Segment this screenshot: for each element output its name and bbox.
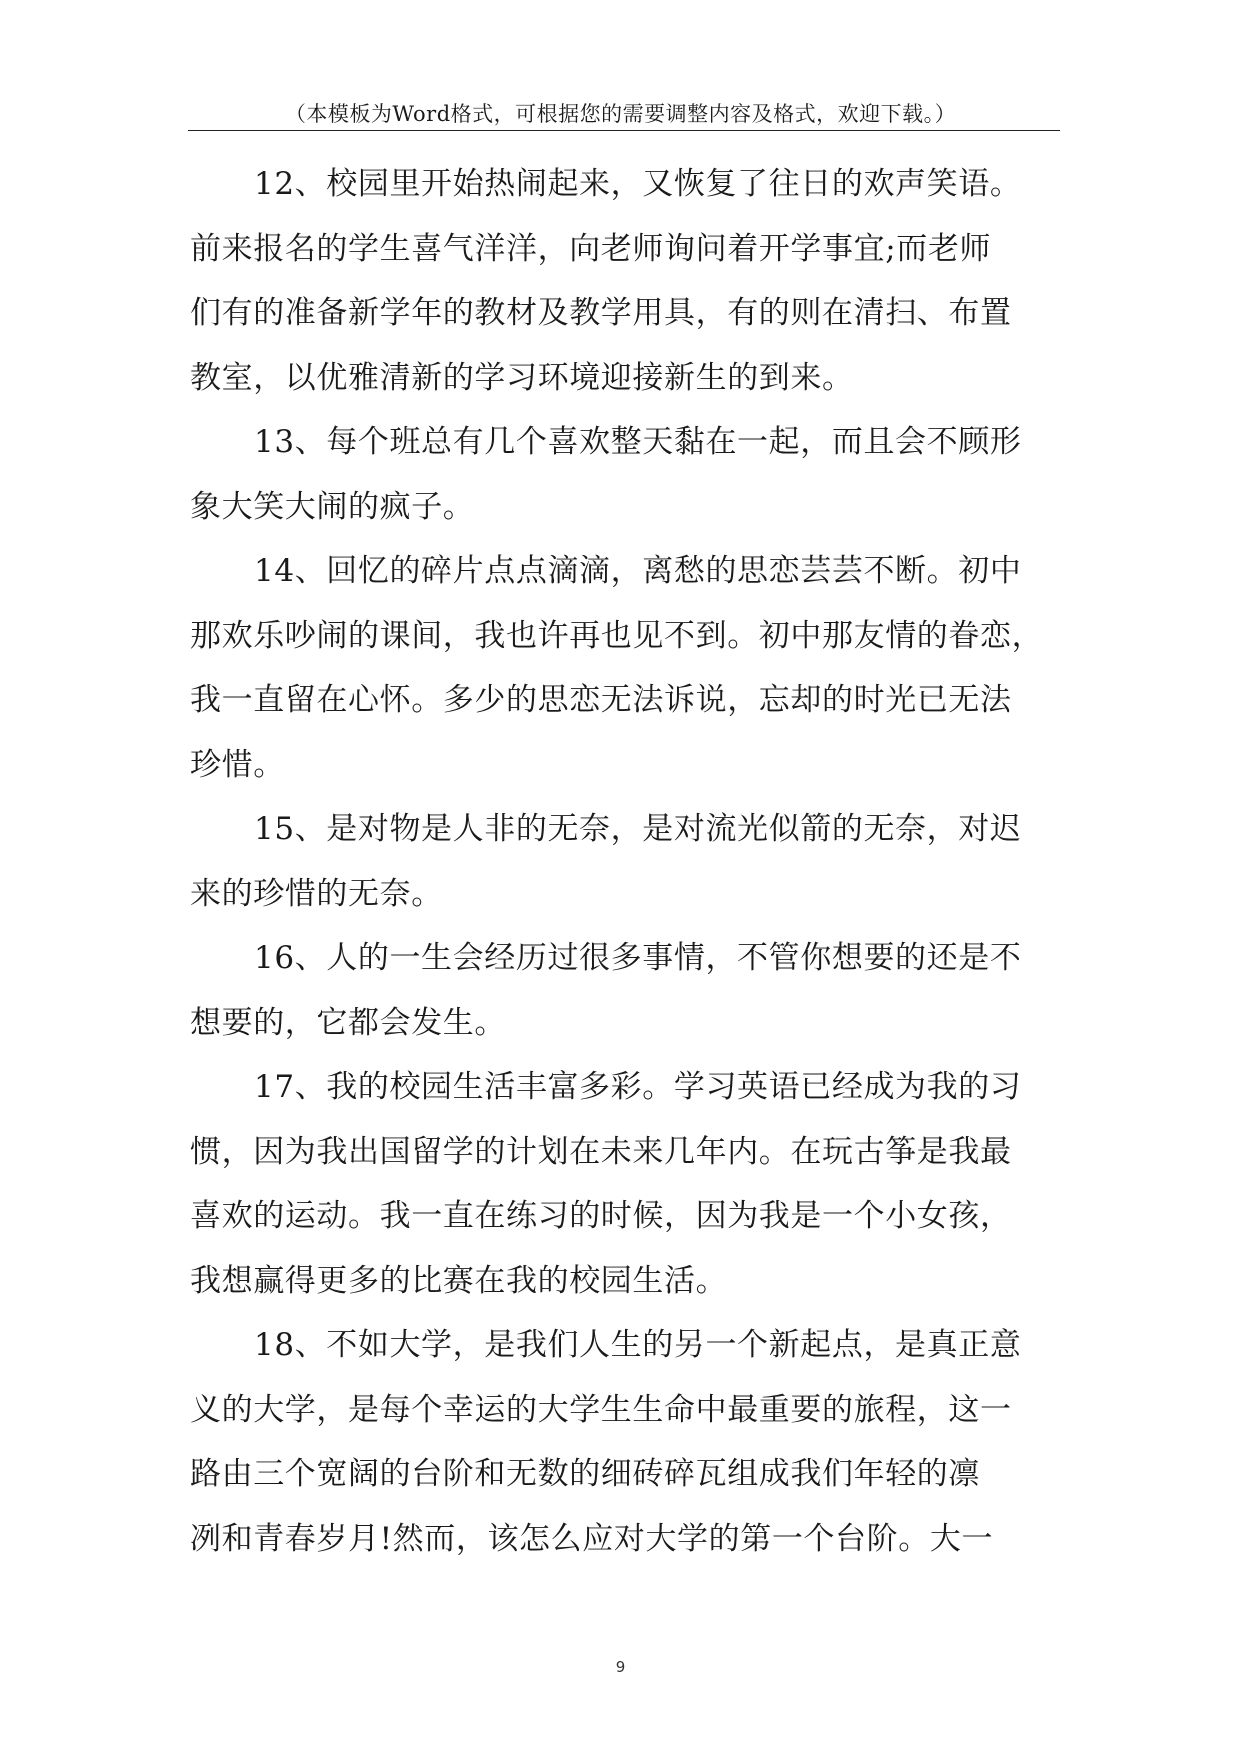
text-line: 惯，因为我出国留学的计划在未来几年内。在玩古筝是我最 [190, 1133, 1012, 1170]
paragraph-15 [190, 797, 1070, 926]
paragraph-16 [190, 926, 1070, 1055]
document-body [190, 152, 1070, 1571]
text-line: 17、我的校园生活丰富多彩。学习英语已经成为我的习 [254, 1069, 1022, 1105]
page-header: （本模板为Word格式，可根据您的需要调整内容及格式，欢迎下载。） [284, 102, 957, 126]
text-line: 13、每个班总有几个喜欢整天黏在一起，而且会不顾形 [254, 424, 1022, 460]
text-line: 那欢乐吵闹的课间，我也许再也见不到。初中那友情的眷恋， [190, 617, 1044, 654]
header-divider [188, 130, 1060, 131]
page-number: 9 [615, 1658, 626, 1676]
paragraph-18 [190, 1313, 1070, 1571]
text-line: 来的珍惜的无奈。 [190, 875, 443, 912]
paragraph-12 [190, 152, 1070, 410]
text-line: 珍惜。 [190, 746, 285, 783]
paragraph-17 [190, 1055, 1070, 1313]
text-line: 冽和青春岁月!然而，该怎么应对大学的第一个台阶。大一 [190, 1520, 994, 1557]
text-line: 12、校园里开始热闹起来，又恢复了往日的欢声笑语。 [254, 166, 1022, 202]
text-line: 18、不如大学，是我们人生的另一个新起点，是真正意 [254, 1327, 1022, 1363]
text-line: 喜欢的运动。我一直在练习的时候，因为我是一个小女孩， [190, 1198, 1012, 1234]
text-line: 我一直留在心怀。多少的思恋无法诉说，忘却的时光已无法 [190, 682, 1012, 718]
text-line: 前来报名的学生喜气洋洋，向老师询问着开学事宜;而老师 [190, 230, 992, 267]
paragraph-14 [190, 539, 1070, 797]
text-line: 象大笑大闹的疯子。 [190, 488, 475, 525]
text-line: 路由三个宽阔的台阶和无数的细砖碎瓦组成我们年轻的凛 [190, 1456, 980, 1492]
text-line: 教室，以优雅清新的学习环境迎接新生的到来。 [190, 359, 854, 396]
text-line: 想要的，它都会发生。 [190, 1004, 506, 1041]
text-line: 14、回忆的碎片点点滴滴，离愁的思恋芸芸不断。初中 [254, 553, 1022, 589]
text-line: 我想赢得更多的比赛在我的校园生活。 [190, 1262, 728, 1299]
text-line: 16、人的一生会经历过很多事情，不管你想要的还是不 [254, 940, 1022, 976]
text-line: 15、是对物是人非的无奈，是对流光似箭的无奈，对迟 [254, 811, 1022, 847]
text-line: 们有的准备新学年的教材及教学用具，有的则在清扫、布置 [190, 295, 1012, 331]
text-line: 义的大学，是每个幸运的大学生生命中最重要的旅程，这一 [190, 1391, 1012, 1428]
paragraph-13 [190, 410, 1070, 539]
